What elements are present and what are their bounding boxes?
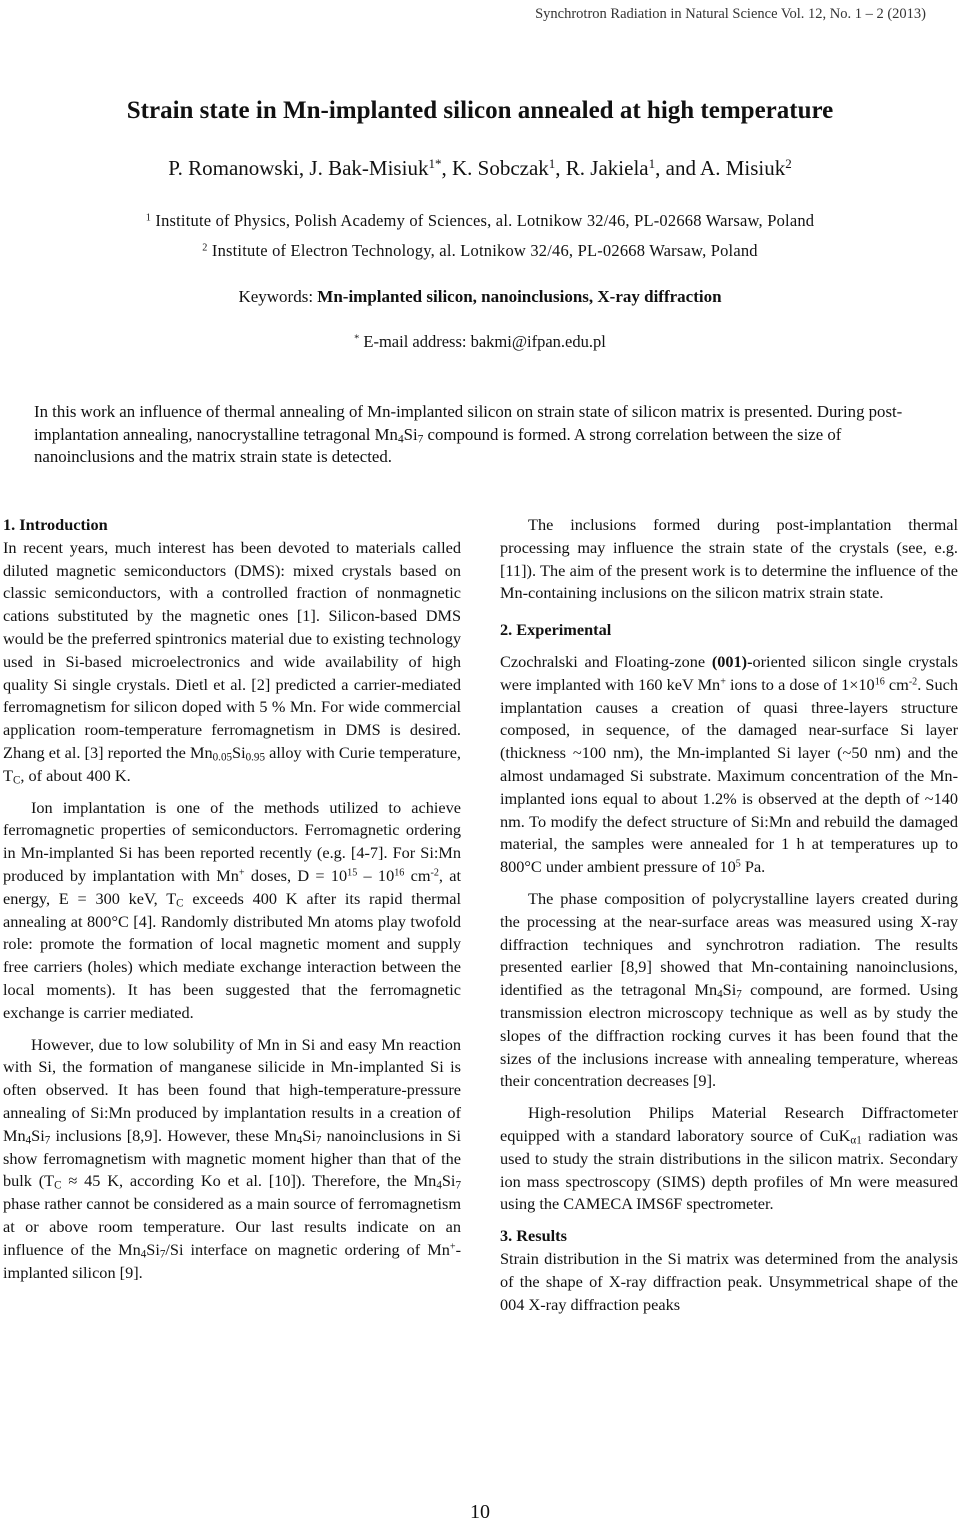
paragraph: In recent years, much interest has been devoted to materials called diluted magnetic semiconductors (DMS): mixed crystals based on classic semiconductors, with a controlled fraction of nonmagnetic cations substituted by the magnetic ones [1]. Silicon-based DMS would be the preferred spintronics material due to existing technology used in Si-based microelectronics and wide availability of high quality Si single crystals. Dietl et al. [2] predicted a carrier-mediated ferromagnetism for silicon doped with 5 % Mn. For wide commercial application room-temperature ferromagnetism in DMS is desired. Zhang et al. [3] reported the $Mn_{0.05}Si_{0.95}$ alloy with Curie temperature, $T_C$, of about 400 K.: [3, 537, 461, 787]
paragraph: Ion implantation is one of the methods utilized to achieve ferromagnetic properties of semiconductors. Ferromagnetic ordering in Mn-implanted Si has been reported recently (e.g. [4-7]. For Si:Mn produced by implantation with Mn+ doses, $D = 10^{15} - 10^{16}$ $cm^{-2}$, at energy, E = 300 keV, $T_C$ exceeds 400 K after its rapid thermal annealing at 800°C [4]. Randomly distributed Mn atoms play twofold role: promote the formation of local magnetic moment and supply free carriers (holes) which mediate exchange interaction between the local moments). It has been suggested that the ferromagnetic exchange is carrier mediated.: [3, 797, 462, 1022]
abstract: In this work an influence of thermal annealing of Mn-implanted silicon on strain state of silicon matrix is presented. During post-implantation annealing, nanocrystalline tetragonal $Mn_4Si_7$ compound is formed. A strong correlation between the size of nanoinclusions and the matrix strain state is detected.: [34, 402, 903, 466]
paragraph: Czochralski and Floating-zone (001)-oriented silicon single crystals were implanted with 160 keV Mn+ ions to a dose of $1\times 10^{16}$ $cm^{-2}$. Such implantation causes a creation of quasi three-layers structure composed, in sequence, of the damaged near-surface Si layer (thickness ~100 nm), the Mn-implanted Si layer (~50 nm) and the almost undamaged Si substrate. Maximum concentration of the Mn-implanted ions equal to about 1.2% is observed at the depth of ~140 nm. To modify the defect structure of Si:Mn and rebuild the damaged material, the samples were annealed for 1 h at temperatures up to 800°C under ambient pressure of $10^5$ Pa.: [500, 651, 958, 877]
paragraph: The inclusions formed during post-implantation thermal processing may influence the strain state of the crystals (see, e.g. [11]). The aim of the present work is to determine the influence of the Mn-containing inclusions on the silicon matrix strain state.: [500, 515, 958, 603]
affiliation-1: $^1$ Institute of Physics, Polish Academy of Sciences, al. Lotnikow 32/46, PL-02668 Warsaw, Poland: [145, 211, 815, 230]
keywords: Keywords: Mn-implanted silicon, nanoinclusions, X-ray diffraction: [238, 287, 722, 306]
section-heading-results: 3. Results: [500, 1226, 567, 1246]
paragraph: However, due to low solubility of Mn in Si and easy Mn reaction with Si, the formation of manganese silicide in Mn-implanted Si is often observed. It has been found that high-temperature-pressure annealing of Si:Mn produced by implantation results in a creation of $Mn_4Si_7$ inclusions [8,9]. However, these $Mn_4Si_7$ nanoinclusions in Si show ferromagnetism with magnetic moment higher than that of the bulk ($T_C \approx 45$ K, according Ko et al. [10]). Therefore, the $Mn_4Si_7$ phase rather cannot be considered as a main source of ferromagnetism at or above room temperature. Our last results indicate on an influence of the $Mn_4Si_7/Si$ interface on magnetic ordering of Mn+-implanted silicon [9].: [3, 1034, 461, 1282]
email-address: * E-mail address: bakmi@ifpan.edu.pl: [354, 332, 606, 351]
right-column: [500, 514, 958, 1316]
paper-title: Strain state in Mn-implanted silicon annealed at high temperature: [126, 97, 834, 124]
author-list: P. Romanowski, J. Bak-Misiuk$^{1*}$, K. Sobczak$^1$, R. Jakiela$^1$, and A. Misiuk$^2$: [168, 155, 792, 180]
journal-header: Synchrotron Radiation in Natural Science Vol. 12, No. 1 – 2 (2013): [535, 6, 926, 22]
paragraph: Strain distribution in the Si matrix was determined from the analysis of the shape of X-ray diffraction peak. Unsymmetrical shape of the 004 X-ray diffraction peaks: [500, 1248, 958, 1314]
paragraph: The phase composition of polycrystalline layers created during the processing at the near-surface areas was measured using X-ray diffraction techniques and synchrotron radiation. The results presented earlier [8,9] showed that Mn-containing nanoinclusions, identified as the tetragonal $Mn_4Si_7$ compound, are formed. Using transmission electron microscopy technique as well as by study the slopes of the diffraction rocking curves it has been found that the sizes of the inclusions increase with annealing temperature, whereas their concentration decreases [9].: [500, 888, 958, 1091]
paragraph: High-resolution Philips Material Research Diffractometer equipped with a standard laboratory source of CuK$_{\alpha 1}$ radiation was used to study the strain distributions in the silicon matrix. Secondary ion mass spectroscopy (SIMS) depth profiles of Mn were measured using the CAMECA IMS6F spectrometer.: [500, 1103, 959, 1214]
page-number: 10: [470, 1501, 490, 1523]
section-heading-experimental: 2. Experimental: [500, 620, 612, 640]
left-column: [3, 514, 461, 1284]
section-heading-introduction: 1. Introduction: [3, 515, 108, 534]
affiliation-2: $^2$ Institute of Electron Technology, al. Lotnikow 32/46, PL-02668 Warsaw, Poland: [202, 241, 758, 260]
